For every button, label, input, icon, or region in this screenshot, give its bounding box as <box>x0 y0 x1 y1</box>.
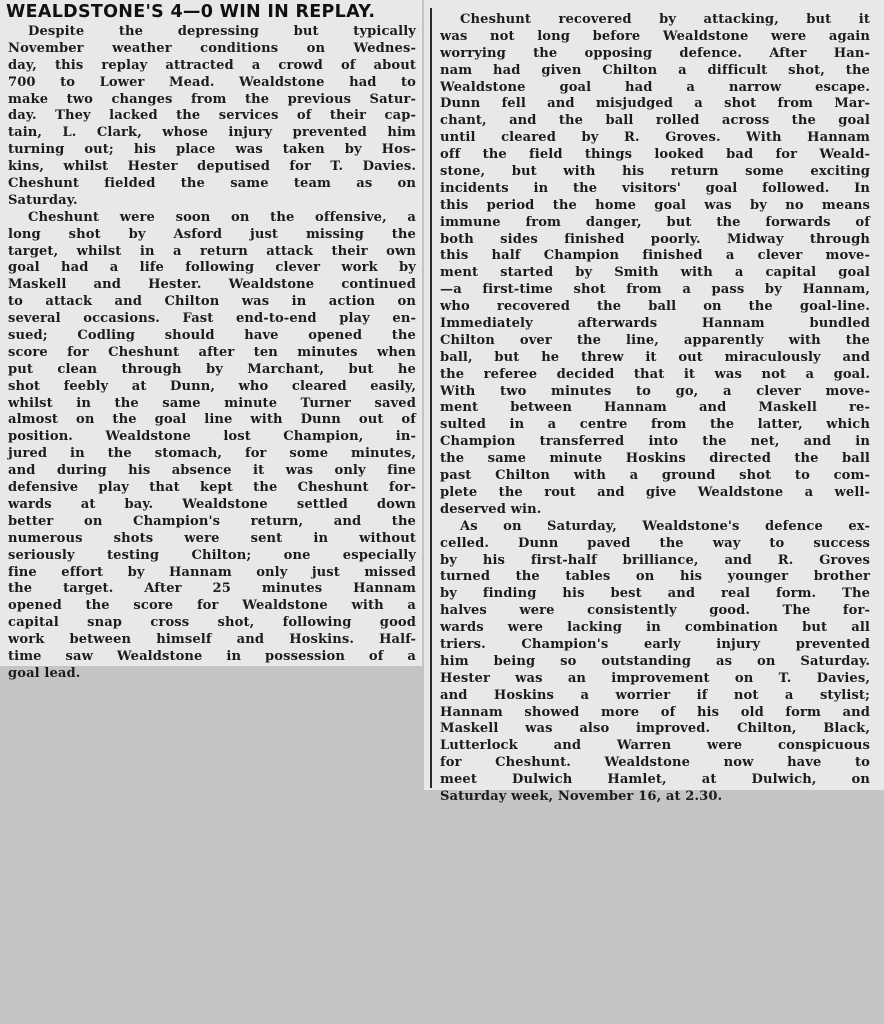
article-line: As on Saturday, Wealdstone's defence ex- <box>460 518 870 534</box>
article-headline: WEALDSTONE'S 4—0 WIN IN REPLAY. <box>6 2 376 22</box>
article-line: the same minute Hoskins directed the ball <box>440 451 870 467</box>
article-line: Maskell and Hester. Wealdstone continued <box>8 277 416 293</box>
article-line: worrying the opposing defence. After Han- <box>440 45 870 61</box>
clipping-left-column <box>0 0 422 681</box>
article-line: and during his absence it was only fine <box>8 463 416 479</box>
article-line: numerous shots were sent in without <box>8 530 416 546</box>
article-line: until cleared by R. Groves. With Hannam <box>440 130 870 146</box>
article-line: past Chilton with a ground shot to com- <box>440 468 870 484</box>
article-line: Hannam showed more of his old form and <box>440 704 870 720</box>
article-right-column-text <box>440 12 870 806</box>
article-line: by finding his best and real form. The <box>440 586 870 602</box>
article-line: Wealdstone goal had a narrow escape. <box>440 79 870 95</box>
article-line: plete the rout and give Wealdstone a well- <box>440 484 870 500</box>
article-line: —a first-time shot from a pass by Hannam, <box>440 282 870 298</box>
article-line: put clean through by Marchant, but he <box>8 361 416 377</box>
clipping-right-column <box>424 0 884 804</box>
article-line: nam had given Chilton a difficult shot, the <box>440 62 870 78</box>
article-line: Champion transferred into the net, and in <box>440 434 870 450</box>
article-line: Hester was an improvement on T. Davies, <box>440 670 870 686</box>
article-line: this half Champion finished a clever move- <box>440 248 870 264</box>
article-line: ment started by Smith with a capital goal <box>440 265 870 281</box>
article-line: day. They lacked the services of their cap- <box>8 108 416 124</box>
article-line: turned the tables on his younger brother <box>440 569 870 585</box>
article-line: Chilton over the line, apparently with the <box>440 332 870 348</box>
article-line: the referee decided that it was not a goal. <box>440 366 870 382</box>
article-line: long shot by Asford just missing the <box>8 226 416 242</box>
article-line: triers. Champion's early injury prevented <box>440 636 870 652</box>
article-line: target, whilst in a return attack their own <box>8 243 416 259</box>
article-line: chant, and the ball rolled across the goal <box>440 113 870 129</box>
article-line: celled. Dunn paved the way to success <box>440 535 870 551</box>
article-line: was not long before Wealdstone were again <box>440 28 870 44</box>
article-line: this period the home goal was by no means <box>440 197 870 213</box>
article-line: who recovered the ball on the goal-line. <box>440 299 870 315</box>
article-line: ball, but he threw it out miraculously and <box>440 349 870 365</box>
article-line: almost on the goal line with Dunn out of <box>8 412 416 428</box>
article-line: capital snap cross shot, following good <box>8 615 416 631</box>
article-line: for Cheshunt. Wealdstone now have to <box>440 755 870 771</box>
article-line: Cheshunt recovered by attacking, but it <box>460 12 870 27</box>
article-line: opened the score for Wealdstone with a <box>8 598 416 614</box>
article-line: deserved win. <box>440 501 542 517</box>
article-line: incidents in the visitors' goal followed. In <box>440 180 870 196</box>
article-line: immune from danger, but the forwards of <box>440 214 870 230</box>
article-line: day, this replay attracted a crowd of about <box>8 57 416 73</box>
article-line: tain, L. Clark, whose injury prevented him <box>8 125 416 141</box>
article-line: Dunn fell and misjudged a shot from Mar- <box>440 96 870 112</box>
article-line: Despite the depressing but typically <box>28 24 416 39</box>
article-line: goal lead. <box>8 665 81 681</box>
article-line: turning out; his place was taken by Hos- <box>8 142 416 158</box>
article-line: by his first-half brilliance, and R. Groves <box>440 552 870 568</box>
article-line: wards at bay. Wealdstone settled down <box>8 496 416 512</box>
article-line: position. Wealdstone lost Champion, in- <box>8 429 416 445</box>
article-line: several occasions. Fast end-to-end play en- <box>8 311 416 327</box>
article-line: halves were consistently good. The for- <box>440 603 870 619</box>
article-line: to attack and Chilton was in action on <box>8 294 416 310</box>
article-line: jured in the stomach, for some minutes, <box>8 446 416 462</box>
article-line: work between himself and Hoskins. Half- <box>8 632 416 648</box>
article-line: goal had a life following clever work by <box>8 260 416 276</box>
article-line: Maskell was also improved. Chilton, Black, <box>440 721 870 737</box>
article-line: both sides finished poorly. Midway through <box>440 231 870 247</box>
article-line: kins, whilst Hester deputised for T. Davies. <box>8 159 416 175</box>
article-line: Immediately afterwards Hannam bundled <box>440 316 870 332</box>
article-line: Saturday. <box>8 192 78 208</box>
article-line: Saturday week, November 16, at 2.30. <box>440 788 723 804</box>
article-line: Cheshunt fielded the same team as on <box>8 176 416 192</box>
article-line: him being so outstanding as on Saturday. <box>440 653 870 669</box>
article-line: and Hoskins a worrier if not a stylist; <box>440 687 870 703</box>
article-line: Lutterlock and Warren were conspicuous <box>440 738 870 754</box>
article-line: With two minutes to go, a clever move- <box>440 383 870 399</box>
article-line: whilst in the same minute Turner saved <box>8 395 416 411</box>
article-line: the target. After 25 minutes Hannam <box>8 581 416 597</box>
article-line: sued; Codling should have opened the <box>8 328 416 344</box>
article-line: stone, but with his return some exciting <box>440 164 870 180</box>
article-line: Cheshunt were soon on the offensive, a <box>28 209 416 225</box>
article-line: ment between Hannam and Maskell re- <box>440 400 870 416</box>
article-line: fine effort by Hannam only just missed <box>8 564 416 580</box>
article-line: defensive play that kept the Cheshunt for- <box>8 480 416 496</box>
article-left-column-text <box>8 24 416 683</box>
article-line: make two changes from the previous Satur- <box>8 91 416 107</box>
article-line: sulted in a centre from the latter, which <box>440 417 870 433</box>
article-line: November weather conditions on Wednes- <box>8 40 416 56</box>
article-line: off the field things looked bad for Weald- <box>440 147 870 163</box>
article-line: wards were lacking in combination but all <box>440 620 870 636</box>
article-line: score for Cheshunt after ten minutes when <box>8 344 416 360</box>
article-line: better on Champion's return, and the <box>8 513 416 529</box>
article-line: shot feebly at Dunn, who cleared easily, <box>8 378 416 394</box>
article-line: seriously testing Chilton; one especially <box>8 547 416 563</box>
article-line: 700 to Lower Mead. Wealdstone had to <box>8 74 416 90</box>
article-line: meet Dulwich Hamlet, at Dulwich, on <box>440 772 870 788</box>
article-line: time saw Wealdstone in possession of a <box>8 648 416 664</box>
